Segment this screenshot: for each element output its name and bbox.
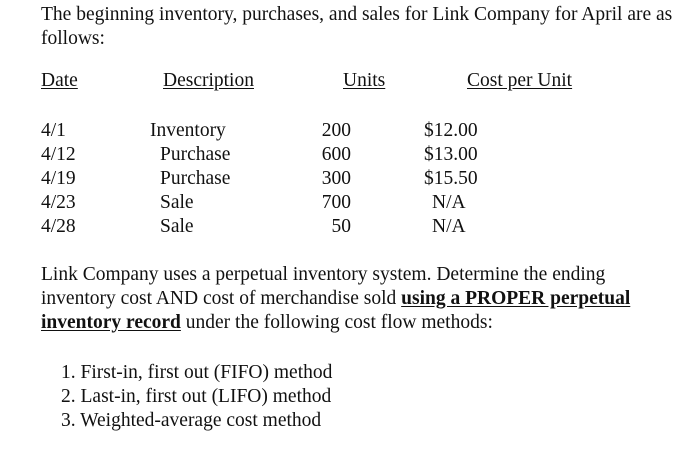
table-row bbox=[41, 191, 661, 215]
method-item-fifo: 1. First-in, first out (FIFO) method bbox=[61, 362, 333, 383]
header-units: Units bbox=[343, 70, 386, 91]
table-body bbox=[41, 119, 661, 239]
cell-description: Purchase bbox=[160, 168, 231, 189]
cell-units: 50 bbox=[331, 216, 351, 237]
table-row bbox=[41, 167, 661, 191]
header-description: Description bbox=[163, 70, 254, 91]
cell-date: 4/23 bbox=[41, 192, 76, 213]
table-row bbox=[41, 215, 661, 239]
cell-units: 700 bbox=[321, 192, 351, 213]
cell-description: Sale bbox=[160, 216, 194, 237]
table-row bbox=[41, 143, 661, 167]
instructions-text-part2: under the following cost flow methods: bbox=[180, 312, 493, 333]
cell-date: 4/1 bbox=[41, 120, 66, 141]
cell-cost: $13.00 bbox=[424, 144, 478, 165]
cell-units: 200 bbox=[321, 120, 351, 141]
cell-units: 600 bbox=[321, 144, 351, 165]
cell-description: Sale bbox=[160, 192, 194, 213]
method-item-weighted-average: 3. Weighted-average cost method bbox=[61, 410, 322, 431]
method-item-lifo: 2. Last-in, first out (LIFO) method bbox=[61, 386, 332, 407]
cell-date: 4/19 bbox=[41, 168, 76, 189]
cell-cost: $15.50 bbox=[424, 168, 478, 189]
intro-text: The beginning inventory, purchases, and sales for Link Company for April are as follows: bbox=[41, 4, 673, 49]
cell-date: 4/28 bbox=[41, 216, 76, 237]
methods-list bbox=[61, 361, 332, 433]
cell-cost: $12.00 bbox=[424, 120, 478, 141]
instructions-emphasis: using a PROPER perpetual inventory record bbox=[41, 288, 631, 333]
cell-cost: N/A bbox=[432, 192, 466, 213]
cell-date: 4/12 bbox=[41, 144, 76, 165]
header-date: Date bbox=[41, 70, 78, 91]
header-cost-per-unit: Cost per Unit bbox=[467, 70, 573, 91]
cell-cost: N/A bbox=[432, 216, 466, 237]
cell-units: 300 bbox=[321, 168, 351, 189]
cell-description: Purchase bbox=[160, 144, 231, 165]
instructions-text-part1: Link Company uses a perpetual inventory system. Determine the ending inventory cost AND cost of merchandise sold bbox=[41, 264, 606, 309]
cell-description: Inventory bbox=[150, 120, 226, 141]
table-row bbox=[41, 119, 661, 143]
instructions-paragraph bbox=[41, 263, 671, 335]
